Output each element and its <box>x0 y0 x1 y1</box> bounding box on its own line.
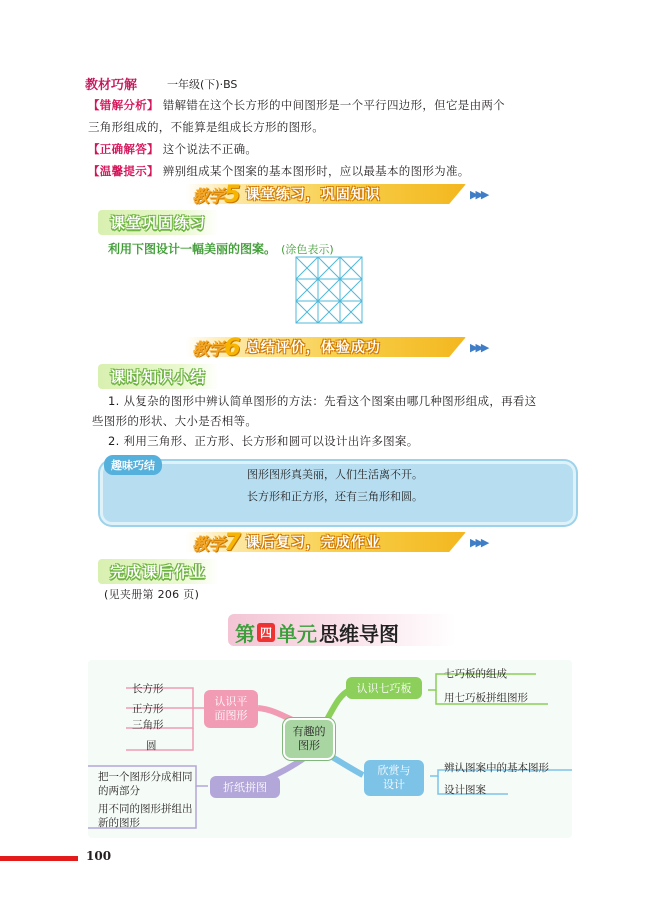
summary-line-1: 1. 从复杂的图形中辨认简单图形的方法：先看这个图案由哪几种图形组成，再看这 <box>108 394 537 408</box>
mindmap-center-node: 有趣的图形 <box>283 718 335 760</box>
tip-tag: 【温馨提示】 <box>88 164 159 178</box>
analysis-line-2 <box>88 116 324 138</box>
task-text: 利用下图设计一幅美丽的图案。 <box>108 242 277 256</box>
leaf-tangram-parts: 七巧板的组成 <box>444 668 507 680</box>
analysis-tag: 【错解分析】 <box>88 98 159 112</box>
arrow-icon: ▶▶▶ <box>470 341 487 354</box>
fun-tip-label: 趣味巧结 <box>104 455 162 475</box>
tip-line <box>88 160 470 182</box>
section-prefix: 教学6 <box>192 333 240 361</box>
tip-text: 辨别组成某个图案的基本图形时，应以最基本的图形为准。 <box>162 164 470 178</box>
title-part: 单元 <box>277 622 318 646</box>
leaf-rectangle: 长方形 <box>132 683 164 695</box>
correct-text: 这个说法不正确。 <box>162 142 258 156</box>
leaf-design: 设计图案 <box>444 784 486 796</box>
leaf-triangle: 三角形 <box>132 719 164 731</box>
section-prefix: 教学7 <box>192 528 240 556</box>
unit-number: 四 <box>257 623 275 642</box>
subheading-practice: 课堂巩固练习 <box>98 210 218 235</box>
mindmap-branch-fold: 折纸拼图 <box>210 776 280 798</box>
leaf-split-shape: 把一个图形分成相同的两部分 <box>98 771 193 797</box>
leaf-circle: 圆 <box>146 740 157 752</box>
fun-tip-line: 图形图形真美丽，人们生活离不开。 <box>247 468 423 481</box>
leaf-square: 正方形 <box>132 703 164 715</box>
summary-line-2: 些图形的形状、大小是否相等。 <box>92 414 258 428</box>
mindmap-title <box>235 618 399 647</box>
section-7-banner <box>192 528 381 556</box>
summary-line-3: 2. 利用三角形、正方形、长方形和圆可以设计出许多图案。 <box>108 434 419 448</box>
task-line <box>108 238 334 257</box>
section-title: 课后复习，完成作业 <box>245 535 381 551</box>
leaf-combine-shapes: 用不同的图形拼组出新的图形 <box>98 803 193 829</box>
section-title: 总结评价，体验成功 <box>245 340 381 356</box>
subheading-summary: 课时知识小结 <box>98 364 218 389</box>
arrow-icon: ▶▶▶ <box>470 536 487 549</box>
mindmap-branch-plane: 认识平面图形 <box>204 690 258 728</box>
correct-answer-line <box>88 138 257 160</box>
subheading-homework: 完成课后作业 <box>98 559 218 584</box>
book-subtitle: 一年级(下)·BS <box>167 78 238 91</box>
section-title: 课堂练习，巩固知识 <box>245 187 381 203</box>
mindmap-branch-tangram: 认识七巧板 <box>346 677 422 699</box>
footer-bar <box>0 856 78 861</box>
section-6-banner <box>192 333 381 361</box>
section-5-banner <box>192 180 381 208</box>
correct-tag: 【正确解答】 <box>88 142 159 156</box>
book-title: 教材巧解 <box>85 78 138 93</box>
homework-note: (见夹册第 206 页) <box>104 588 200 601</box>
page-number: 100 <box>86 849 112 863</box>
fun-tip-line: 长方形和正方形，还有三角形和圆。 <box>247 490 423 503</box>
title-part: 思维导图 <box>319 622 400 646</box>
leaf-tangram-build: 用七巧板拼组图形 <box>444 692 528 704</box>
title-part: 第 <box>235 622 255 646</box>
leaf-identify-shapes: 辨认图案中的基本图形 <box>444 762 549 774</box>
analysis-line-1 <box>88 94 505 116</box>
mindmap-branch-design: 欣赏与设计 <box>364 760 424 796</box>
section-prefix: 教学5 <box>192 180 240 208</box>
pattern-grid <box>295 256 363 324</box>
analysis-text: 三角形组成的，不能算是组成长方形的图形。 <box>88 120 324 134</box>
arrow-icon: ▶▶▶ <box>470 188 487 201</box>
task-hint: (涂色表示) <box>281 243 334 256</box>
analysis-text: 错解错在这个长方形的中间图形是一个平行四边形，但它是由两个 <box>162 98 505 112</box>
